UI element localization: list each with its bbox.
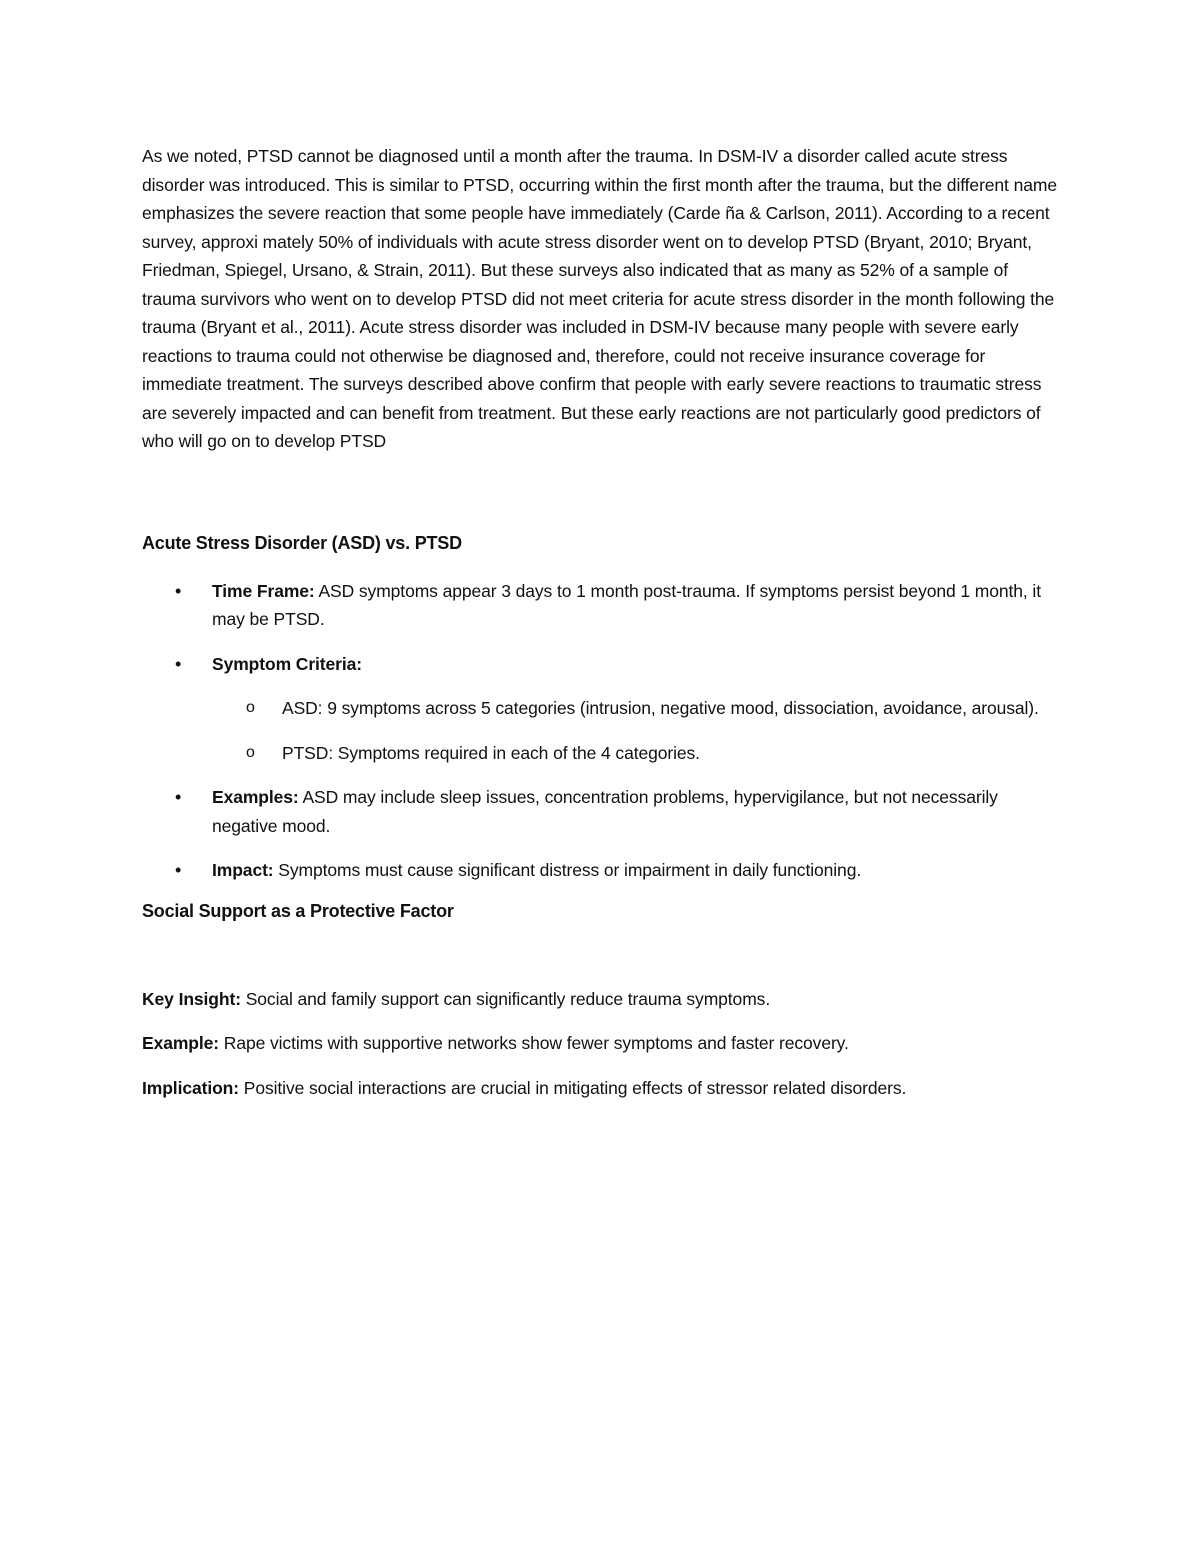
bullet-term: Examples: <box>212 787 299 807</box>
symptom-criteria-sublist <box>212 694 1062 767</box>
implication-text: Positive social interactions are crucial in mitigating effects of stressor related disorders. <box>239 1077 907 1098</box>
key-insight-text: Social and family support can significantly reduce trauma symptoms. <box>240 988 771 1009</box>
bullet-icon: • <box>175 580 182 601</box>
bullet-icon: • <box>175 860 182 880</box>
example-line <box>142 1029 1062 1058</box>
asd-bullet-list <box>142 577 1062 885</box>
bullet-term: Time Frame: <box>212 580 315 601</box>
implication-line <box>142 1074 1062 1103</box>
sub-bullet-text: PTSD: Symptoms required in each of the 4 categories. <box>282 742 700 763</box>
bullet-impact <box>142 856 1062 885</box>
key-insight-line <box>142 985 1062 1014</box>
sub-bullet-asd <box>142 694 1062 723</box>
example-term: Example: <box>142 1033 220 1053</box>
bullet-time-frame <box>142 577 1062 634</box>
bullet-text: ASD may include sleep issues, concentration problems, hypervigilance, but not necessarily negative mood. <box>212 787 998 836</box>
asd-vs-ptsd-heading: Acute Stress Disorder (ASD) vs. PTSD <box>142 532 462 553</box>
sub-bullet-ptsd <box>142 739 1062 768</box>
key-insight-term: Key Insight: <box>142 988 241 1009</box>
social-support-heading: Social Support as a Protective Factor <box>142 900 454 921</box>
bullet-term: Symptom Criteria: <box>212 653 362 674</box>
example-text: Rape victims with supportive networks show fewer symptoms and faster recovery. <box>219 1033 849 1053</box>
sub-bullet-icon: o <box>246 743 255 761</box>
bullet-text: Symptoms must cause significant distress or impairment in daily functioning. <box>273 860 862 880</box>
bullet-examples <box>142 783 1062 840</box>
bullet-symptom-criteria <box>142 650 1062 768</box>
bullet-term: Impact: <box>212 860 274 880</box>
document-body <box>142 142 1062 1102</box>
intro-paragraph: As we noted, PTSD cannot be diagnosed until a month after the trauma. In DSM-IV a disorder called acute stress disorder was introduced. This is similar to PTSD, occurring within the first month after the trauma, but the different name emphasizes the severe reaction that some people have immediately (Carde ña & Carlson, 2011). According to a recent survey, approxi mately 50% of individuals with acute stress disorder went on to develop PTSD (Bryant, 2010; Bryant, Friedman, Spiegel, Ursano, & Strain, 2011). But these surveys also indicated that as many as 52% of a sample of trauma survivors who went on to develop PTSD did not meet criteria for acute stress disorder in the month following the trauma (Bryant et al., 2011). Acute stress disorder was included in DSM-IV because many people with severe early reactions to trauma could not otherwise be diagnosed and, therefore, could not receive insurance coverage for immediate treatment. The surveys described above confirm that people with early severe reactions to traumatic stress are severely impacted and can benefit from treatment. But these early reactions are not particularly good predictors of who will go on to develop PTSD <box>142 146 1057 451</box>
sub-bullet-icon: o <box>246 699 255 716</box>
bullet-text: ASD symptoms appear 3 days to 1 month post-trauma. If symptoms persist beyond 1 month, it may be PTSD. <box>212 580 1041 629</box>
bullet-icon: • <box>175 653 182 674</box>
sub-bullet-text: ASD: 9 symptoms across 5 categories (intrusion, negative mood, dissociation, avoidance, arousal). <box>282 698 1039 718</box>
bullet-icon: • <box>175 787 182 807</box>
implication-term: Implication: <box>142 1077 239 1098</box>
